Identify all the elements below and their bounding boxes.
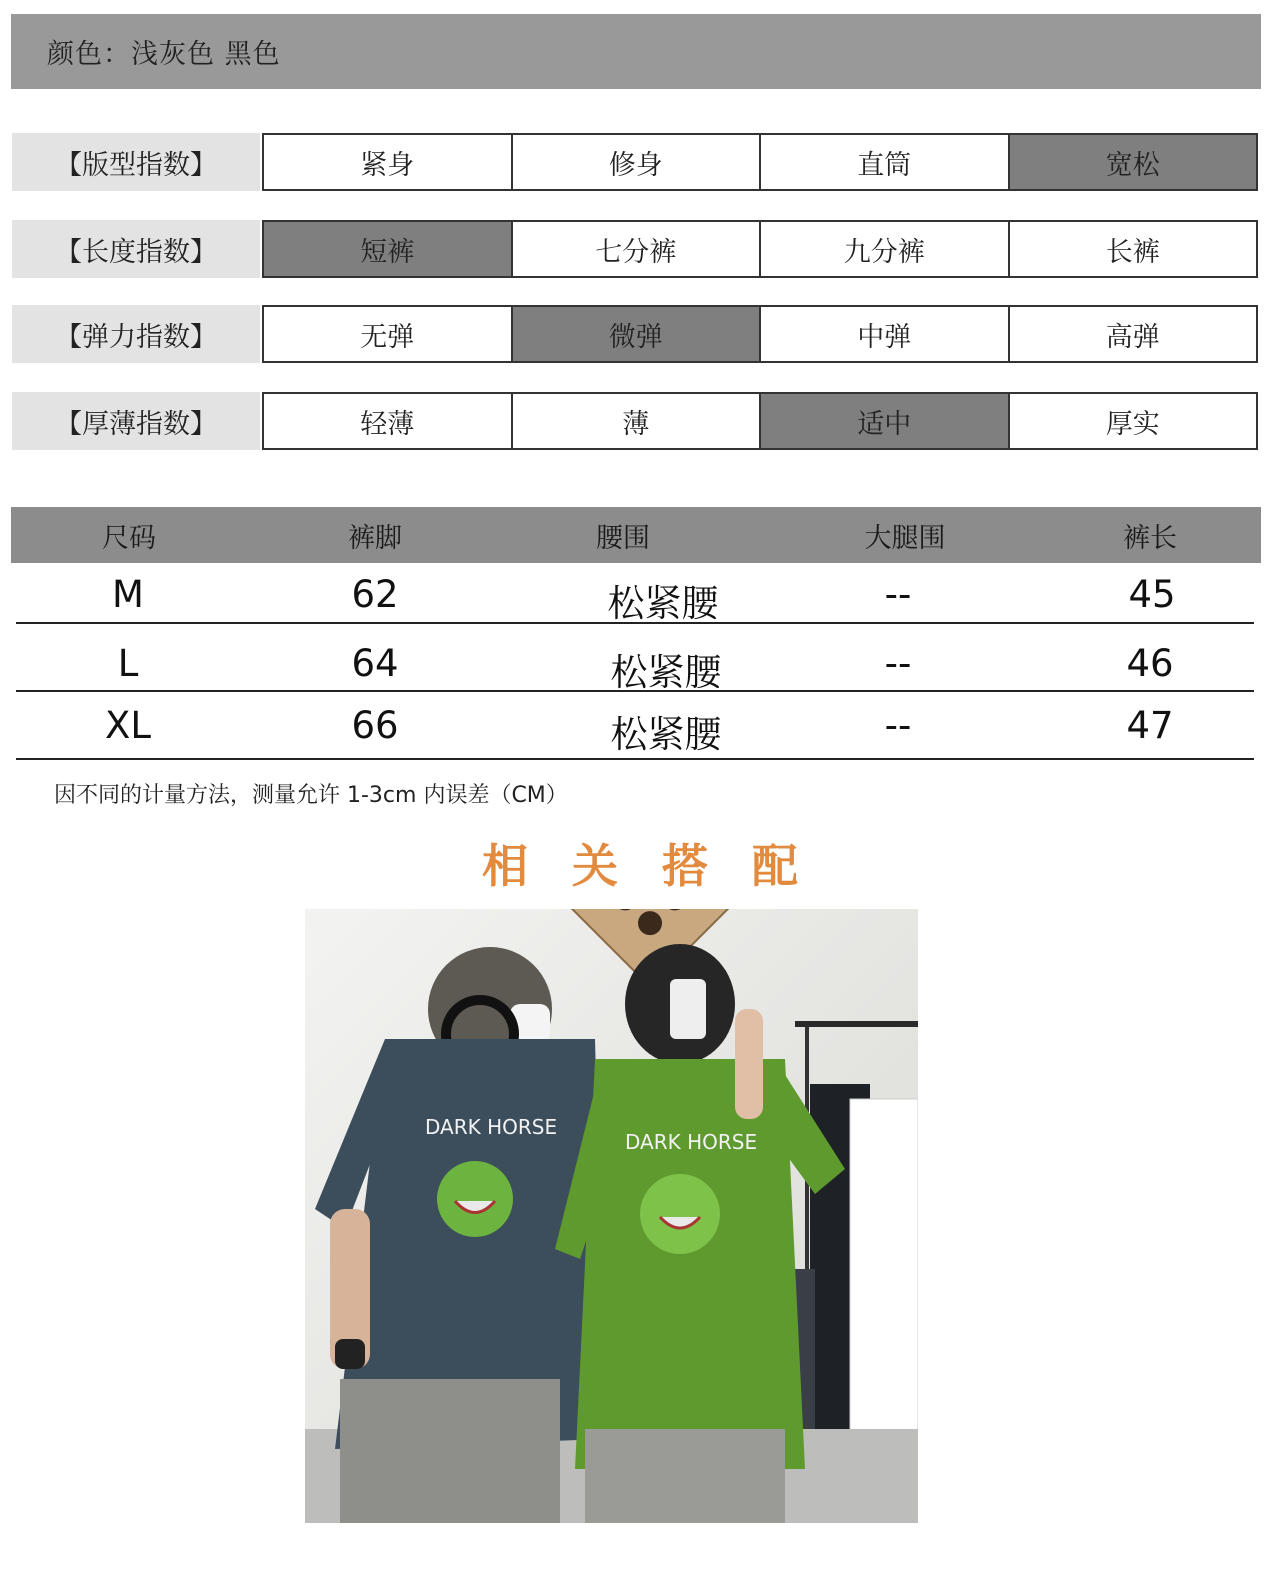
cell-hem: 66: [351, 704, 399, 747]
index-option: 厚实: [1010, 394, 1257, 448]
cell-length: 45: [1128, 573, 1176, 616]
color-bar: [11, 14, 1261, 89]
index-option: 无弹: [264, 307, 513, 361]
index-option: 中弹: [761, 307, 1010, 361]
cell-size: L: [117, 642, 139, 685]
related-title: 相关搭配: [482, 839, 842, 893]
column-header: 大腿围: [864, 522, 946, 554]
size-table-header: [11, 507, 1261, 563]
index-option: 长裤: [1010, 222, 1257, 276]
table-row: [16, 624, 1254, 692]
index-label: 【长度指数】: [12, 220, 260, 278]
measurement-note: 因不同的计量方法，测量允许 1-3cm 内误差（CM）: [54, 783, 568, 808]
cell-length: 46: [1126, 642, 1174, 685]
index-option: 轻薄: [264, 394, 513, 448]
column-header: 裤长: [1123, 522, 1177, 554]
index-label: 【弹力指数】: [12, 305, 260, 363]
index-option: 高弹: [1010, 307, 1257, 361]
column-header: 裤脚: [348, 522, 402, 554]
cell-size: XL: [105, 704, 151, 747]
index-options: [262, 220, 1258, 278]
cell-hem: 62: [351, 573, 399, 616]
index-option: 微弹: [513, 307, 762, 361]
index-row-length: [12, 220, 1258, 278]
index-label: 【版型指数】: [12, 133, 260, 191]
cell-waist: 松紧腰: [607, 582, 719, 625]
cell-size: M: [112, 573, 144, 616]
index-options: [262, 133, 1258, 191]
tshirt-print-text: DARK HORSE: [425, 1115, 558, 1139]
cell-thigh: --: [884, 704, 912, 747]
cell-length: 47: [1126, 704, 1174, 747]
table-row: [16, 563, 1254, 624]
tshirt-print-text: DARK HORSE: [625, 1130, 758, 1154]
index-row-fit: [12, 133, 1258, 191]
table-row: [16, 692, 1254, 760]
cell-thigh: --: [884, 573, 912, 616]
index-option: 紧身: [264, 135, 513, 189]
column-header: 尺码: [102, 522, 156, 554]
cell-waist: 松紧腰: [610, 651, 722, 694]
index-option: 适中: [761, 394, 1010, 448]
index-option: 七分裤: [513, 222, 762, 276]
index-option: 直筒: [761, 135, 1010, 189]
index-label: 【厚薄指数】: [12, 392, 260, 450]
cell-thigh: --: [884, 642, 912, 685]
cell-hem: 64: [351, 642, 399, 685]
color-options-text: 颜色：浅灰色 黑色: [47, 39, 281, 70]
column-header: 腰围: [596, 522, 650, 554]
index-option: 宽松: [1010, 135, 1257, 189]
cell-waist: 松紧腰: [610, 713, 722, 756]
index-option: 九分裤: [761, 222, 1010, 276]
index-option: 薄: [513, 394, 762, 448]
index-options: [262, 305, 1258, 363]
outfit-photo: [305, 909, 918, 1523]
index-option: 修身: [513, 135, 762, 189]
index-option: 短裤: [264, 222, 513, 276]
index-options: [262, 392, 1258, 450]
index-row-elasticity: [12, 305, 1258, 363]
index-row-thickness: [12, 392, 1258, 450]
